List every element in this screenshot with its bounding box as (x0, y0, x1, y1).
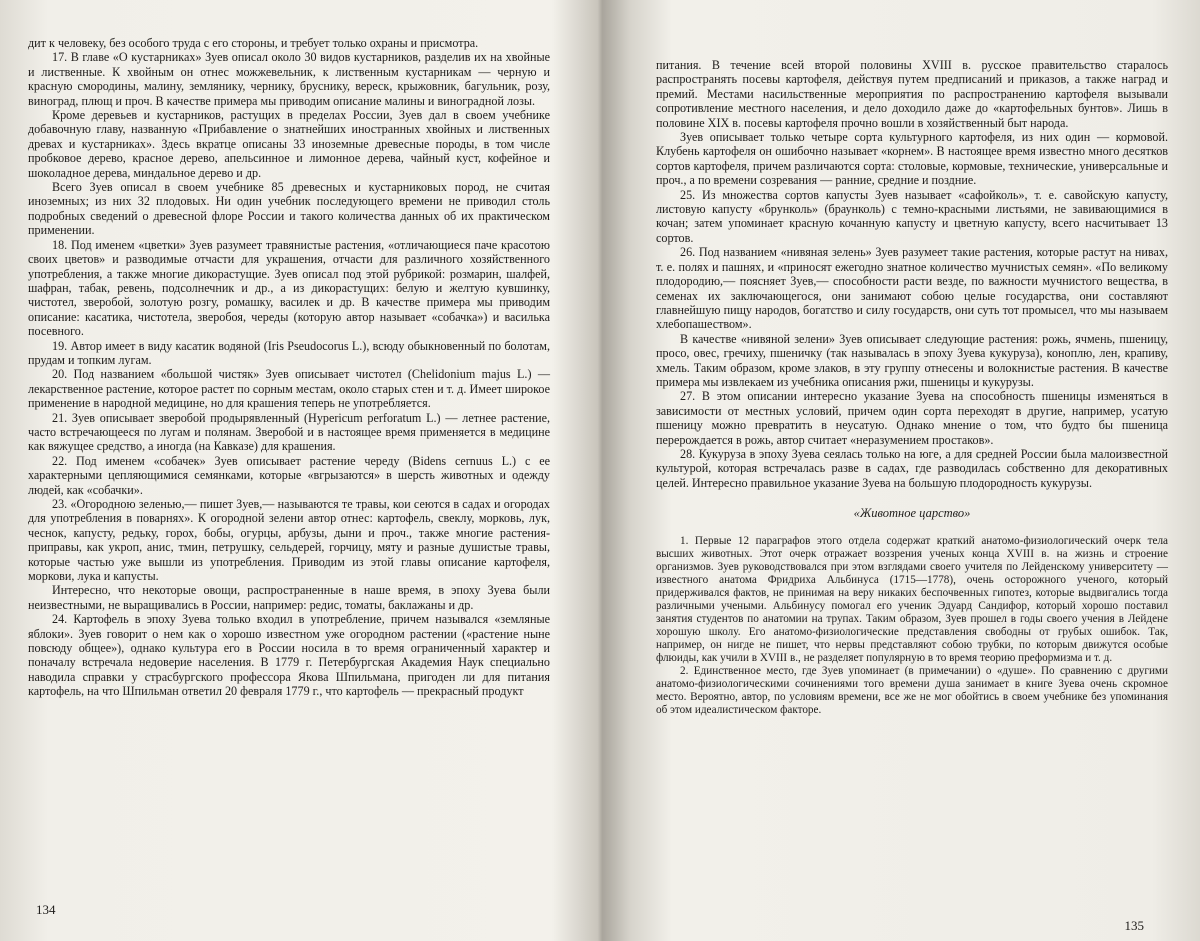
paragraph: Интересно, что некоторые овощи, распространенные в наше время, в эпоху Зуева были неизвестными, не выращивались в России, например: редис, томаты, баклажаны и др. (28, 583, 550, 612)
section-title: «Животное царство» (853, 506, 971, 521)
right-page (600, 0, 1200, 941)
paragraph: 24. Картофель в эпоху Зуева только входил в употребление, причем назывался «земляные яблоки». Зуев говорит о нем как о хорошо известном уже огородном растении («растение ныне повсюду общее»), однако культура его в России носила в то время ограниченный характер и поначалу встречала недоверие населения. В 1779 г. Петербургская Академия Наук специально наводила справки у страсбургского профессора Якова Шпильмана, пригоден ли для питания картофель, на что Шпильман ответил 20 февраля 1779 г., что картофель — прекрасный продукт (28, 612, 550, 699)
paragraph: Кроме деревьев и кустарников, растущих в пределах России, Зуев дал в своем учебнике добавочную главу, названную «Прибавление о знатнейших иностранных хвойных и лиственных древах и кустарниках». Здесь вкратце описаны 33 иноземные древесные породы, в том числе пробковое дерево, красное дерево, апельсинное и лимонное дерева, чайный куст, кофейное и шоколадное дерева, миндальное дерево и др. (28, 108, 550, 180)
paragraph: В качестве «нивяной зелени» Зуев описывает следующие растения: рожь, ячмень, пшеницу, просо, овес, гречиху, пшеничку (так называлась в эпоху Зуева кукуруза), коноплю, лен, крапиву, хмель. Таким образом, кроме злаков, в эту группу отнесены и волокнистые растения. В качестве примера мы извлекаем из учебника описания ржи, пшеницы и кукурузы. (656, 331, 1168, 389)
paragraph: 23. «Огородною зеленью,— пишет Зуев,— называются те травы, кои сеются в садах и огородах для употребления в поварнях». К огородной зелени автор отнес: картофель, свеклу, морковь, лук, чеснок, капусту, редьку, горох, бобы, огурцы, арбузы, дыни и проч., также многие растения-приправы, как укроп, анис, тмин, петрушку, сельдерей, горчицу, мяту и разные душистые травы, которые частью уже вышли из употребления. Приводим из этой главы описание картофеля, моркови, лука и капусты. (28, 497, 550, 584)
paragraph: 20. Под названием «большой чистяк» Зуев описывает чистотел (Chelidonium majus L.) — лекарственное растение, которое растет по сорным местам, около старых стен и т. д. Имеет широкое применение в народной медицине, но для крашения теперь не употребляется. (28, 367, 550, 411)
paragraph: 17. В главе «О кустарниках» Зуев описал около 30 видов кустарников, разделив их на хвойные и лиственные. К хвойным он отнес можжевельник, к лиственным кустарникам — черную и красную смородины, малину, землянику, чернику, бруснику, вереск, крыжовник, багульник, розу, виноград, плющ и проч. В качестве примера мы приводим описание малины и виноградной лозы. (28, 50, 550, 108)
paragraph: Всего Зуев описал в своем учебнике 85 древесных и кустарниковых пород, не считая иноземных; из них 32 плодовых. Ни один учебник последующего времени не приводил столь подробных сведений о древесной флоре России и такого количества данных об их практическом применении. (28, 180, 550, 238)
paragraph: 19. Автор имеет в виду касатик водяной (Iris Pseudocorus L.), всюду обыкновенный по болотам, прудам и топким лугам. (28, 338, 550, 367)
page-number: 134 (36, 902, 56, 917)
paragraph: 21. Зуев описывает зверобой продырявленный (Hypericum perforatum L.) — летнее растение, часто встречающееся по лугам и полянам. Зверобой и в настоящее время применяется в медицине как вяжущее средство, а иногда (на Кавказе) для крашения. (28, 410, 550, 454)
left-page-text (28, 36, 550, 699)
paragraph: 22. Под именем «собачек» Зуев описывает растение череду (Bidens cernuus L.) с ее характерными цепляющимися семянками, которые «вгрызаются» в шерсть животных и одежду людей, как «собачки». (28, 453, 550, 497)
paragraph: 28. Кукуруза в эпоху Зуева сеялась только на юге, а для средней России была малоизвестной культурой, которая встречалась разве в садах, где разводилась собственно для декоративных целей. Интересно правильное указание Зуева на большую плодородность кукурузы. (656, 446, 1168, 490)
paragraph: питания. В течение всей второй половины XVIII в. русское правительство старалось распространять посевы картофеля, действуя путем предписаний и приказов, а также наград и премий. Местами насильственные мероприятия по распространению картофеля вызывали сопротивление местного населения, и дело доходило даже до «картофельных бунтов». Лишь в половине XIX в. посевы картофеля прочно вошли в хозяйственный быт народа. (656, 58, 1168, 130)
paragraph: 25. Из множества сортов капусты Зуев называет «сафойколь», т. е. савойскую капусту, листовую капусту «брунколь» (браунколь) с темно-красными листьями, не завивающимися в кочан; затем упоминает красную кочанную капусту и цветную капусту, всего насчитывает 13 сортов. (656, 187, 1168, 245)
right-page-text (656, 58, 1168, 717)
paragraph: Зуев описывает только четыре сорта культурного картофеля, из них один — кормовой. Клубень картофеля он ошибочно называет «корнем». В настоящее время известно много десятков сортов картофеля, причем различаются сорта: столовые, кормовые, технические, универсальные и проч., а по времени созревания — ранние, средние и поздние. (656, 130, 1168, 188)
paragraph: 1. Первые 12 параграфов этого отдела содержат краткий анатомо-физиологический очерк тела высших животных. Этот очерк отражает воззрения ученых конца XVIII в. на жизнь и строение организмов. Зуев руководствовался при этом взглядами своего учителя по Лейденскому университету — известного анатома Фридриха Альбинуса (1715—1778), очень осторожного ученого, который придерживался фактов, не принимая на веру никаких беспочвенных гипотез, которые выдвигались тогда различными учеными. Альбинусу помогал его ученик Эдуард Сандифор, который хорошо поставил занятия студентов по анатомии на трупах. Таким образом, Зуев прошел в годы своего учения в Лейдене хорошую школу. Его анатомо-физиологические представления свободны от грубых ошибок. Так, например, он нигде не пишет, что нервы представляют собою трубки, по которым движутся особые флюиды, как учили в XVIII в., не разделяет популярную в то время теорию преформизма и т. д. (656, 534, 1168, 665)
page-number: 135 (1124, 918, 1144, 933)
paragraph: 18. Под именем «цветки» Зуев разумеет травянистые растения, «отличающиеся паче красотою своих цветов» и разводимые отчасти для украшения, отчасти для различного хозяйственного употребления, а также многие дикорастущие. Зуев описал под этой рубрикой: розмарин, шалфей, шафран, табак, ревень, подсолнечник и др., а из дикорастущих: белую и желтую кувшинку, чистотел, зверобой, золотую розгу, ромашку, василек и др. В качестве примера мы приводим описание: касатика, чистотела, зверобоя, череды (которую автор называет «собачка») и василька посевного. (28, 237, 550, 339)
paragraph: 26. Под названием «нивяная зелень» Зуев разумеет такие растения, которые растут на нивах, т. е. полях и пашнях, и «приносят ежегодно знатное количество мучнистых семян». «По великому плодородию,— поясняет Зуев,— способности расти везде, по важности мучнистого вещества, в семенах их заключающегося, они занимают собою целые государства, они составляют главнейшую пищу народов, богатство и силу государств, они суть тот промысел, что мы называем хлебопашеством». (656, 245, 1168, 332)
paragraph: дит к человеку, без особого труда с его стороны, и требует только охраны и присмотра. (28, 36, 479, 50)
paragraph: 27. В этом описании интересно указание Зуева на способность пшеницы изменяться в зависимости от местных условий, причем один сорта переходят в другие, например, усатую пшеницу можно превратить в неусатую. Однако мнение о том, что будто бы пшеница перерождается в рожь, автор считает «неразумением простаков». (656, 389, 1168, 447)
paragraph: 2. Единственное место, где Зуев упоминает (в примечании) о «душе». По сравнению с другими анатомо-физиологическими сочинениями того времени душа занимает в книге Зуева очень скромное место. Вероятно, автор, по условиям времени, все же не мог обойтись в своем учебнике без упоминания об этом идеалистическом факторе. (656, 665, 1168, 717)
